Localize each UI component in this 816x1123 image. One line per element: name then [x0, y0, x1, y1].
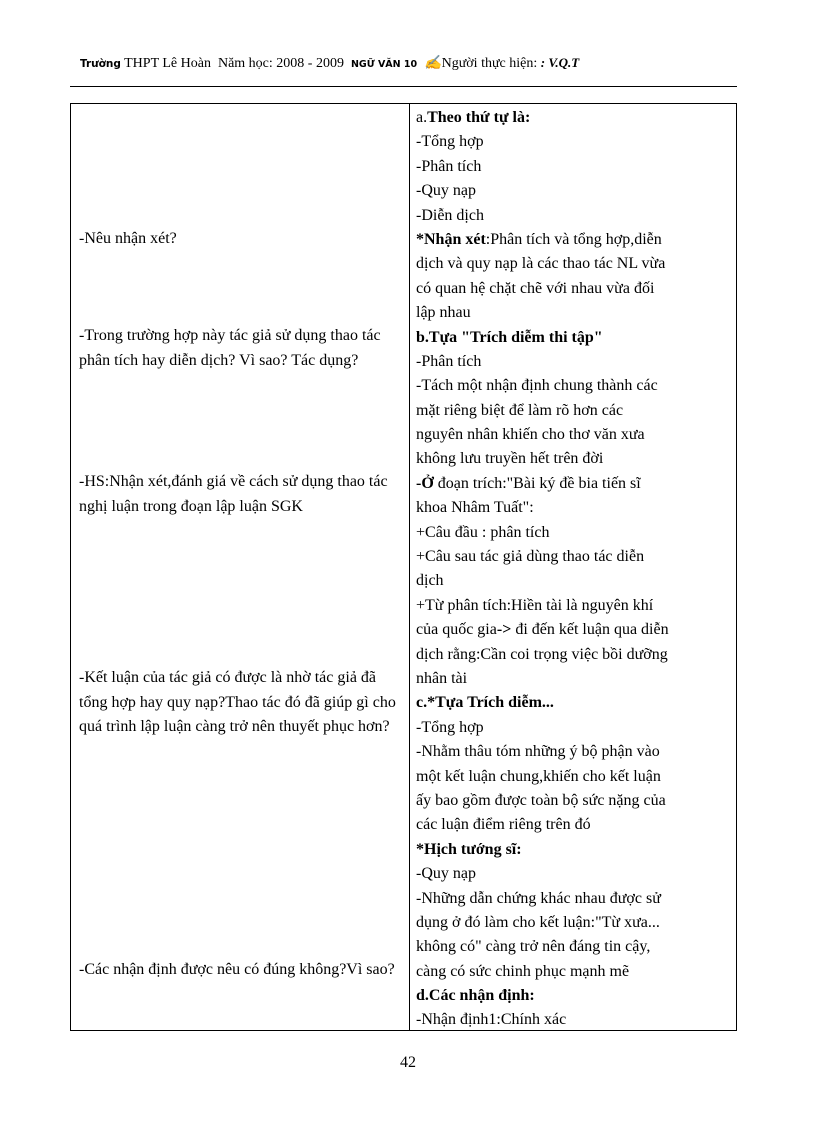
answer-a-item: -Tổng hợp	[416, 133, 484, 151]
excerpt-line: -Ở đoạn trích:"Bài ký đề bia tiến sĩ	[416, 474, 641, 492]
answer-b-line: -Tách một nhận định chung thành các	[416, 377, 658, 395]
excerpt-line: +Câu đầu : phân tích	[416, 523, 550, 541]
answer-a-title: a.Theo thứ tự là:	[416, 109, 531, 126]
answer-b-line: mặt riêng biệt để làm rõ hơn các	[416, 401, 624, 419]
hich-line: -Quy nạp	[416, 865, 476, 883]
answer-b-line: không lưu truyền hết trên đời	[416, 450, 604, 468]
hich-line: càng có sức chinh phục mạnh mẽ	[416, 962, 630, 980]
header-author: : V.Q.T	[540, 55, 580, 70]
answer-c-line: các luận điểm riêng trên đó	[416, 816, 591, 834]
question-3: -HS:Nhận xét,đánh giá về cách sử dụng thao tác nghị luận trong đoạn lập luận SGK	[79, 473, 388, 515]
excerpt-line: +Từ phân tích:Hiền tài là nguyên khí	[416, 596, 654, 614]
answer-b-title: b.Tựa "Trích diễm thi tập"	[416, 328, 603, 346]
header-school: THPT Lê Hoàn	[124, 56, 211, 71]
answer-d-title: d.Các nhận định:	[416, 987, 535, 1005]
question-5: -Các nhận định được nêu có đúng không?Vì sao?	[79, 961, 395, 978]
remark-line: có quan hệ chặt chẽ với nhau vừa đối	[416, 279, 655, 297]
remark-line: lập nhau	[416, 304, 471, 322]
answer-c-line: -Tổng hợp	[416, 718, 484, 736]
answer-c-line: -Nhằm thâu tóm những ý bộ phận vào	[416, 743, 660, 761]
answer-c-title: c.*Tựa Trích diễm...	[416, 694, 554, 712]
hich-line: không có" càng trở nên đáng tin cậy,	[416, 938, 651, 956]
excerpt-line: +Câu sau tác giả dùng thao tác diễn	[416, 548, 645, 566]
answer-c-line: một kết luận chung,khiến cho kết luận	[416, 767, 661, 785]
question-4: -Kết luận của tác giả có được là nhờ tác giả đã tổng hợp hay quy nạp?Thao tác đó đã giúp gì cho quá trình lập luận càng trở nên thuyết phục hơn?	[79, 669, 396, 735]
header-rule	[70, 86, 737, 87]
excerpt-line: dịch	[416, 572, 444, 590]
content-table	[70, 103, 737, 1031]
question-1: -Nêu nhận xét?	[79, 230, 177, 247]
header-year: Năm học: 2008 - 2009	[217, 56, 344, 71]
questions-column	[79, 104, 405, 1030]
remark-line: *Nhận xét:Phân tích và tổng hợp,diễn	[416, 230, 662, 248]
answer-a-item: -Diễn dịch	[416, 206, 484, 224]
answer-a-item: -Quy nạp	[416, 182, 476, 200]
answer-c-line: ấy bao gồm được toàn bộ sức nặng của	[416, 791, 666, 809]
excerpt-line: khoa Nhâm Tuất":	[416, 499, 534, 517]
answer-d-line: -Nhận định1:Chính xác	[416, 1011, 567, 1029]
page-header	[80, 55, 760, 77]
hich-line: -Những dẫn chứng khác nhau được sử	[416, 889, 661, 907]
hich-line: dụng ở đó làm cho kết luận:"Từ xưa...	[416, 913, 660, 931]
page-number: 42	[400, 1054, 416, 1071]
excerpt-line: của quốc gia-> đi đến kết luận qua diễn	[416, 621, 669, 639]
answers-column	[416, 106, 734, 1033]
header-truong: Trường	[80, 58, 121, 70]
header-subject: NGỮ VĂN 10	[350, 59, 418, 70]
header-performer-label: Người thực hiện:	[441, 56, 538, 71]
answer-a-item: -Phân tích	[416, 157, 482, 175]
pen-icon: ✍	[424, 56, 442, 71]
excerpt-line: dịch rằng:Cần coi trọng việc bồi dưỡng	[416, 645, 668, 663]
remark-line: dịch và quy nạp là các thao tác NL vừa	[416, 255, 666, 273]
answer-b-line: nguyên nhân khiến cho thơ văn xưa	[416, 426, 645, 444]
answer-b-line: -Phân tích	[416, 352, 482, 370]
excerpt-line: nhân tài	[416, 669, 468, 687]
column-divider	[409, 104, 410, 1030]
question-2: -Trong trường hợp này tác giả sử dụng thao tác phân tích hay diễn dịch? Vì sao? Tác dụng?	[79, 327, 381, 369]
hich-title: *Hịch tướng sĩ:	[416, 840, 522, 858]
